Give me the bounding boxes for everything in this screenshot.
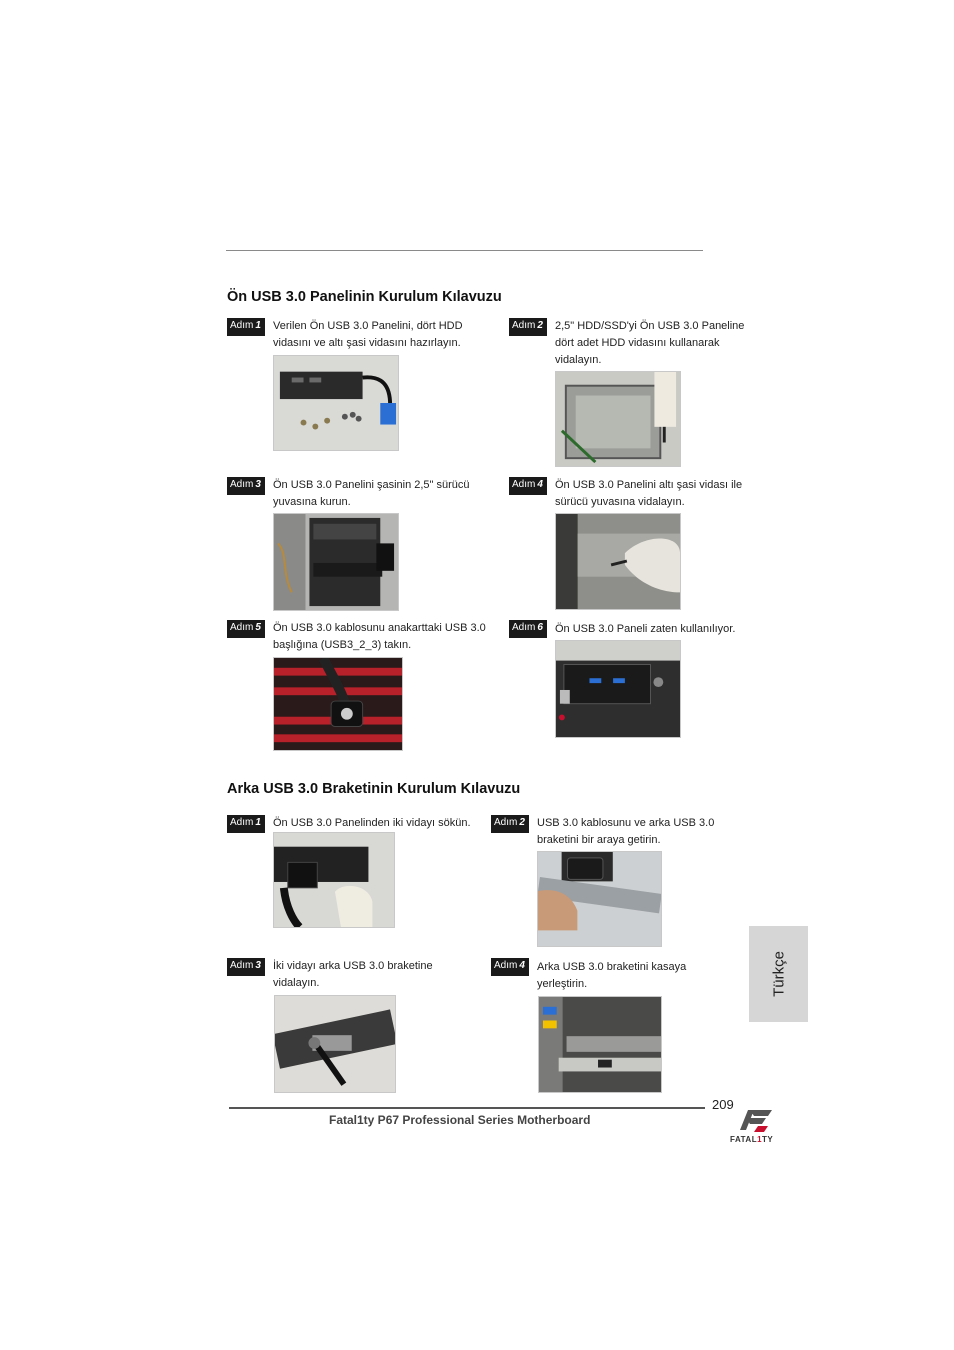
front-panel-screws-illustration: [274, 356, 398, 450]
rear-step-3-text: İki vidayı arka USB 3.0 braketine vidalayın.: [273, 960, 433, 989]
rear-step-3-photo: [274, 995, 396, 1093]
language-tab: [749, 926, 808, 1022]
rear-step-4-text: Arka USB 3.0 braketini kasaya yerleştirin.: [537, 961, 687, 990]
front-section-title: Ön USB 3.0 Panelinin Kurulum Kılavuzu: [227, 289, 502, 305]
rear-step-3-badge: Adım 3: [227, 958, 265, 976]
front-step-6-badge: Adım 6: [509, 620, 547, 638]
rear-step-2-badge: Adım 2: [491, 815, 529, 833]
front-step-1-badge: Adım 1: [227, 318, 265, 336]
top-divider: [226, 250, 703, 251]
front-step-2-badge: Adım 2: [509, 318, 547, 336]
bracket-screwing-illustration: [275, 996, 395, 1092]
language-tab-label: Türkçe: [770, 951, 787, 997]
front-step-2-photo: [555, 371, 681, 467]
front-step-2-text: 2,5" HDD/SSD'yi Ön USB 3.0 Paneline dört adet HDD vidasını kullanarak vidalayın.: [555, 320, 745, 366]
rear-step-4-photo: [538, 996, 662, 1093]
installed-panel-illustration: [556, 641, 680, 737]
rear-step-1-badge: Adım 1: [227, 815, 265, 833]
front-step-4-photo: [555, 513, 681, 610]
front-step-4-text: Ön USB 3.0 Panelini altı şasi vidası ile sürücü yuvasına vidalayın.: [555, 479, 743, 508]
front-step-5-badge: Adım 5: [227, 620, 265, 638]
drive-screwing-illustration: [556, 372, 680, 466]
fatal1ty-logo: [728, 1106, 786, 1146]
front-step-1-text: Verilen Ön USB 3.0 Panelini, dört HDD vidasını ve altı şasi vidasını hazırlayın.: [273, 320, 463, 349]
footer-text: Fatal1ty P67 Professional Series Motherboard: [329, 1113, 591, 1127]
bay-screwing-illustration: [556, 514, 680, 609]
rear-step-1-photo: [273, 832, 395, 928]
fatal1ty-logo-mark: [728, 1106, 786, 1146]
footer-divider: [229, 1107, 705, 1109]
svg-text:FATAL1TY: FATAL1TY: [730, 1135, 774, 1144]
page-number: 209: [712, 1097, 734, 1112]
front-step-1-photo: [273, 355, 399, 451]
rear-step-2-text: USB 3.0 kablosunu ve arka USB 3.0 braketini bir araya getirin.: [537, 817, 715, 846]
cable-bracket-illustration: [538, 852, 661, 946]
front-step-6-photo: [555, 640, 681, 738]
rear-step-4-badge: Adım 4: [491, 958, 529, 976]
bracket-in-case-illustration: [539, 997, 661, 1092]
front-step-5-photo: [273, 657, 403, 751]
front-step-3-badge: Adım 3: [227, 477, 265, 495]
front-step-6-text: Ön USB 3.0 Paneli zaten kullanılıyor.: [555, 623, 736, 635]
front-step-3-text: Ön USB 3.0 Panelini şasinin 2,5" sürücü yuvasına kurun.: [273, 479, 470, 508]
screw-removal-illustration: [274, 833, 394, 927]
motherboard-header-illustration: [274, 658, 402, 750]
rear-section-title: Arka USB 3.0 Braketinin Kurulum Kılavuzu: [227, 781, 521, 797]
rear-step-2-photo: [537, 851, 662, 947]
front-step-4-badge: Adım 4: [509, 477, 547, 495]
front-step-3-photo: [273, 513, 399, 611]
rear-step-1-text: Ön USB 3.0 Panelinden iki vidayı sökün.: [273, 817, 471, 829]
chassis-install-illustration: [274, 514, 398, 610]
front-step-5-text: Ön USB 3.0 kablosunu anakarttaki USB 3.0 başlığına (USB3_2_3) takın.: [273, 622, 486, 651]
